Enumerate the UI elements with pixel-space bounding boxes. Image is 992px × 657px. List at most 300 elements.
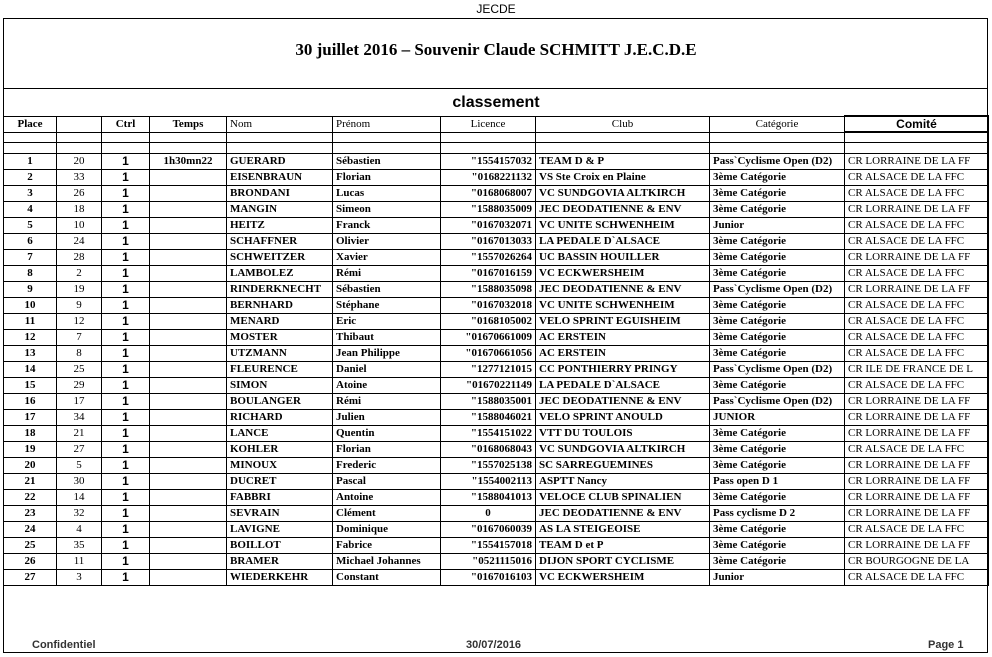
- committee-cell: CR ALSACE DE LA FFC: [845, 265, 989, 281]
- time-cell: [150, 505, 227, 521]
- footer-page-number: Page 1: [928, 639, 964, 651]
- last-name-cell: BRAMER: [227, 553, 333, 569]
- club-cell: VS Ste Croix en Plaine: [536, 169, 710, 185]
- dossard-cell: 26: [57, 185, 102, 201]
- place-cell: 15: [4, 377, 57, 393]
- dossard-cell: 29: [57, 377, 102, 393]
- club-cell: TEAM D & P: [536, 153, 710, 169]
- category-cell: Pass cyclisme D 2: [710, 505, 845, 521]
- place-cell: 11: [4, 313, 57, 329]
- table-row: [4, 393, 989, 409]
- category-cell: Pass`Cyclisme Open (D2): [710, 281, 845, 297]
- committee-cell: CR ALSACE DE LA FFC: [845, 313, 989, 329]
- table-row: [4, 329, 989, 345]
- committee-cell: CR ALSACE DE LA FFC: [845, 377, 989, 393]
- table-row: [4, 185, 989, 201]
- category-cell: JUNIOR: [710, 409, 845, 425]
- club-cell: AS LA STEIGEOISE: [536, 521, 710, 537]
- last-name-cell: MENARD: [227, 313, 333, 329]
- ctrl-cell: 1: [102, 553, 150, 569]
- first-name-cell: Antoine: [333, 489, 441, 505]
- category-cell: Junior: [710, 569, 845, 585]
- category-cell: 3ème Catégorie: [710, 425, 845, 441]
- category-cell: 3ème Catégorie: [710, 457, 845, 473]
- club-cell: LA PEDALE D`ALSACE: [536, 233, 710, 249]
- first-name-cell: Eric: [333, 313, 441, 329]
- club-cell: DIJON SPORT CYCLISME: [536, 553, 710, 569]
- document-header-label: JECDE: [476, 2, 516, 16]
- club-cell: VC ECKWERSHEIM: [536, 569, 710, 585]
- col-header-place: Place: [4, 116, 57, 132]
- committee-cell: CR ALSACE DE LA FFC: [845, 329, 989, 345]
- place-cell: 3: [4, 185, 57, 201]
- first-name-cell: Simeon: [333, 201, 441, 217]
- place-cell: 25: [4, 537, 57, 553]
- last-name-cell: SEVRAIN: [227, 505, 333, 521]
- ctrl-cell: 1: [102, 537, 150, 553]
- place-cell: 6: [4, 233, 57, 249]
- dossard-cell: 34: [57, 409, 102, 425]
- time-cell: [150, 537, 227, 553]
- club-cell: VC SUNDGOVIA ALTKIRCH: [536, 441, 710, 457]
- dossard-cell: 25: [57, 361, 102, 377]
- committee-cell: CR LORRAINE DE LA FF: [845, 425, 989, 441]
- licence-cell: "1554151022: [441, 425, 536, 441]
- category-cell: 3ème Catégorie: [710, 377, 845, 393]
- committee-cell: CR ALSACE DE LA FFC: [845, 297, 989, 313]
- last-name-cell: FLEURENCE: [227, 361, 333, 377]
- time-cell: [150, 169, 227, 185]
- club-cell: VC UNITE SCHWENHEIM: [536, 217, 710, 233]
- table-header-row: [4, 116, 989, 132]
- category-cell: Pass open D 1: [710, 473, 845, 489]
- place-cell: 18: [4, 425, 57, 441]
- committee-cell: CR LORRAINE DE LA FF: [845, 473, 989, 489]
- first-name-cell: Frederic: [333, 457, 441, 473]
- place-cell: 22: [4, 489, 57, 505]
- last-name-cell: DUCRET: [227, 473, 333, 489]
- licence-cell: "0168105002: [441, 313, 536, 329]
- committee-cell: CR ALSACE DE LA FFC: [845, 441, 989, 457]
- ctrl-cell: 1: [102, 201, 150, 217]
- time-cell: [150, 569, 227, 585]
- licence-cell: "1588035009: [441, 201, 536, 217]
- time-cell: [150, 313, 227, 329]
- time-cell: [150, 425, 227, 441]
- category-cell: 3ème Catégorie: [710, 553, 845, 569]
- first-name-cell: Rémi: [333, 393, 441, 409]
- table-row: [4, 281, 989, 297]
- category-cell: 3ème Catégorie: [710, 489, 845, 505]
- spacer-row: [4, 132, 989, 142]
- club-cell: VC ECKWERSHEIM: [536, 265, 710, 281]
- licence-cell: "01670661056: [441, 345, 536, 361]
- dossard-cell: 11: [57, 553, 102, 569]
- table-row: [4, 409, 989, 425]
- first-name-cell: Sébastien: [333, 281, 441, 297]
- category-cell: 3ème Catégorie: [710, 233, 845, 249]
- committee-cell: CR LORRAINE DE LA FF: [845, 457, 989, 473]
- club-cell: AC ERSTEIN: [536, 345, 710, 361]
- last-name-cell: LANCE: [227, 425, 333, 441]
- title-divider: [3, 88, 988, 89]
- dossard-cell: 14: [57, 489, 102, 505]
- time-cell: [150, 393, 227, 409]
- category-cell: 3ème Catégorie: [710, 441, 845, 457]
- licence-cell: "1588035001: [441, 393, 536, 409]
- category-cell: 3ème Catégorie: [710, 201, 845, 217]
- col-header-licence: Licence: [441, 116, 536, 132]
- category-cell: 3ème Catégorie: [710, 521, 845, 537]
- ctrl-cell: 1: [102, 441, 150, 457]
- dossard-cell: 7: [57, 329, 102, 345]
- committee-cell: CR ALSACE DE LA FFC: [845, 169, 989, 185]
- licence-cell: "0167016103: [441, 569, 536, 585]
- last-name-cell: BRONDANI: [227, 185, 333, 201]
- time-cell: [150, 489, 227, 505]
- category-cell: 3ème Catégorie: [710, 297, 845, 313]
- licence-cell: "0167016159: [441, 265, 536, 281]
- last-name-cell: RICHARD: [227, 409, 333, 425]
- last-name-cell: BOULANGER: [227, 393, 333, 409]
- table-row: [4, 377, 989, 393]
- place-cell: 20: [4, 457, 57, 473]
- time-cell: 1h30mn22: [150, 153, 227, 169]
- table-row: [4, 265, 989, 281]
- table-row: [4, 553, 989, 569]
- last-name-cell: FABBRI: [227, 489, 333, 505]
- place-cell: 10: [4, 297, 57, 313]
- club-cell: VTT DU TOULOIS: [536, 425, 710, 441]
- time-cell: [150, 249, 227, 265]
- time-cell: [150, 201, 227, 217]
- time-cell: [150, 185, 227, 201]
- place-cell: 21: [4, 473, 57, 489]
- ctrl-cell: 1: [102, 505, 150, 521]
- section-title: classement: [452, 94, 540, 111]
- ctrl-cell: 1: [102, 249, 150, 265]
- licence-cell: "01670661009: [441, 329, 536, 345]
- committee-cell: CR LORRAINE DE LA FF: [845, 489, 989, 505]
- first-name-cell: Quentin: [333, 425, 441, 441]
- place-cell: 12: [4, 329, 57, 345]
- place-cell: 2: [4, 169, 57, 185]
- place-cell: 9: [4, 281, 57, 297]
- licence-cell: "0167013033: [441, 233, 536, 249]
- dossard-cell: 21: [57, 425, 102, 441]
- category-cell: Junior: [710, 217, 845, 233]
- first-name-cell: Florian: [333, 169, 441, 185]
- ctrl-cell: 1: [102, 313, 150, 329]
- place-cell: 14: [4, 361, 57, 377]
- time-cell: [150, 377, 227, 393]
- last-name-cell: SCHWEITZER: [227, 249, 333, 265]
- committee-cell: CR LORRAINE DE LA FF: [845, 393, 989, 409]
- club-cell: JEC DEODATIENNE & ENV: [536, 505, 710, 521]
- table-row: [4, 233, 989, 249]
- last-name-cell: BOILLOT: [227, 537, 333, 553]
- dossard-cell: 4: [57, 521, 102, 537]
- ctrl-cell: 1: [102, 393, 150, 409]
- last-name-cell: MINOUX: [227, 457, 333, 473]
- first-name-cell: Xavier: [333, 249, 441, 265]
- licence-cell: "1588046021: [441, 409, 536, 425]
- ctrl-cell: 1: [102, 217, 150, 233]
- dossard-cell: 24: [57, 233, 102, 249]
- club-cell: AC ERSTEIN: [536, 329, 710, 345]
- first-name-cell: Atoine: [333, 377, 441, 393]
- time-cell: [150, 457, 227, 473]
- category-cell: 3ème Catégorie: [710, 265, 845, 281]
- first-name-cell: Jean Philippe: [333, 345, 441, 361]
- licence-cell: "01670221149: [441, 377, 536, 393]
- first-name-cell: Lucas: [333, 185, 441, 201]
- club-cell: LA PEDALE D`ALSACE: [536, 377, 710, 393]
- committee-cell: CR LORRAINE DE LA FF: [845, 505, 989, 521]
- table-row: [4, 473, 989, 489]
- time-cell: [150, 297, 227, 313]
- time-cell: [150, 345, 227, 361]
- club-cell: VELOCE CLUB SPINALIEN: [536, 489, 710, 505]
- club-cell: VELO SPRINT EGUISHEIM: [536, 313, 710, 329]
- licence-cell: "0521115016: [441, 553, 536, 569]
- table-row: [4, 345, 989, 361]
- dossard-cell: 33: [57, 169, 102, 185]
- ctrl-cell: 1: [102, 297, 150, 313]
- club-cell: JEC DEODATIENNE & ENV: [536, 281, 710, 297]
- category-cell: 3ème Catégorie: [710, 169, 845, 185]
- ctrl-cell: 1: [102, 361, 150, 377]
- dossard-cell: 9: [57, 297, 102, 313]
- ctrl-cell: 1: [102, 169, 150, 185]
- place-cell: 1: [4, 153, 57, 169]
- time-cell: [150, 521, 227, 537]
- time-cell: [150, 473, 227, 489]
- last-name-cell: LAMBOLEZ: [227, 265, 333, 281]
- time-cell: [150, 281, 227, 297]
- first-name-cell: Olivier: [333, 233, 441, 249]
- table-row: [4, 361, 989, 377]
- committee-cell: CR LORRAINE DE LA FF: [845, 281, 989, 297]
- licence-cell: "1277121015: [441, 361, 536, 377]
- time-cell: [150, 441, 227, 457]
- committee-cell: CR ALSACE DE LA FFC: [845, 217, 989, 233]
- dossard-cell: 12: [57, 313, 102, 329]
- time-cell: [150, 361, 227, 377]
- club-cell: SC SARREGUEMINES: [536, 457, 710, 473]
- club-cell: JEC DEODATIENNE & ENV: [536, 201, 710, 217]
- committee-cell: CR ALSACE DE LA FFC: [845, 521, 989, 537]
- dossard-cell: 32: [57, 505, 102, 521]
- category-cell: Pass`Cyclisme Open (D2): [710, 361, 845, 377]
- licence-cell: "1554157018: [441, 537, 536, 553]
- club-cell: VELO SPRINT ANOULD: [536, 409, 710, 425]
- time-cell: [150, 329, 227, 345]
- ctrl-cell: 1: [102, 345, 150, 361]
- club-cell: VC SUNDGOVIA ALTKIRCH: [536, 185, 710, 201]
- table-row: [4, 441, 989, 457]
- ctrl-cell: 1: [102, 185, 150, 201]
- footer-date: 30/07/2016: [466, 639, 522, 651]
- table-row: [4, 425, 989, 441]
- place-cell: 13: [4, 345, 57, 361]
- licence-cell: "1554157032: [441, 153, 536, 169]
- place-cell: 7: [4, 249, 57, 265]
- ctrl-cell: 1: [102, 457, 150, 473]
- ctrl-cell: 1: [102, 569, 150, 585]
- licence-cell: "1588041013: [441, 489, 536, 505]
- place-cell: 19: [4, 441, 57, 457]
- committee-cell: CR ALSACE DE LA FFC: [845, 345, 989, 361]
- dossard-cell: 20: [57, 153, 102, 169]
- last-name-cell: SCHAFFNER: [227, 233, 333, 249]
- dossard-cell: 8: [57, 345, 102, 361]
- place-cell: 27: [4, 569, 57, 585]
- col-header-dossard: [57, 116, 102, 132]
- ctrl-cell: 1: [102, 409, 150, 425]
- first-name-cell: Stéphane: [333, 297, 441, 313]
- dossard-cell: 27: [57, 441, 102, 457]
- table-row: [4, 313, 989, 329]
- last-name-cell: UTZMANN: [227, 345, 333, 361]
- last-name-cell: EISENBRAUN: [227, 169, 333, 185]
- category-cell: 3ème Catégorie: [710, 329, 845, 345]
- last-name-cell: KOHLER: [227, 441, 333, 457]
- table-row: [4, 537, 989, 553]
- licence-cell: "0167032071: [441, 217, 536, 233]
- club-cell: ASPTT Nancy: [536, 473, 710, 489]
- first-name-cell: Julien: [333, 409, 441, 425]
- licence-cell: "0167060039: [441, 521, 536, 537]
- table-row: [4, 201, 989, 217]
- committee-cell: CR LORRAINE DE LA FF: [845, 249, 989, 265]
- ctrl-cell: 1: [102, 329, 150, 345]
- dossard-cell: 10: [57, 217, 102, 233]
- place-cell: 16: [4, 393, 57, 409]
- last-name-cell: RINDERKNECHT: [227, 281, 333, 297]
- ctrl-cell: 1: [102, 489, 150, 505]
- dossard-cell: 3: [57, 569, 102, 585]
- dossard-cell: 5: [57, 457, 102, 473]
- table-row: [4, 521, 989, 537]
- spacer-row: [4, 142, 989, 153]
- place-cell: 5: [4, 217, 57, 233]
- category-cell: 3ème Catégorie: [710, 537, 845, 553]
- committee-cell: CR ALSACE DE LA FFC: [845, 233, 989, 249]
- committee-cell: CR LORRAINE DE LA FF: [845, 409, 989, 425]
- first-name-cell: Rémi: [333, 265, 441, 281]
- last-name-cell: SIMON: [227, 377, 333, 393]
- first-name-cell: Thibaut: [333, 329, 441, 345]
- dossard-cell: 30: [57, 473, 102, 489]
- place-cell: 4: [4, 201, 57, 217]
- dossard-cell: 28: [57, 249, 102, 265]
- first-name-cell: Sébastien: [333, 153, 441, 169]
- ctrl-cell: 1: [102, 473, 150, 489]
- first-name-cell: Michael Johannes: [333, 553, 441, 569]
- last-name-cell: MOSTER: [227, 329, 333, 345]
- col-header-club: Club: [536, 116, 710, 132]
- category-cell: 3ème Catégorie: [710, 249, 845, 265]
- last-name-cell: MANGIN: [227, 201, 333, 217]
- table-row: [4, 505, 989, 521]
- col-header-comite: Comité: [845, 116, 989, 132]
- committee-cell: CR ILE DE FRANCE DE L: [845, 361, 989, 377]
- first-name-cell: Daniel: [333, 361, 441, 377]
- ctrl-cell: 1: [102, 425, 150, 441]
- committee-cell: CR LORRAINE DE LA FF: [845, 153, 989, 169]
- committee-cell: CR BOURGOGNE DE LA: [845, 553, 989, 569]
- club-cell: TEAM D et P: [536, 537, 710, 553]
- table-row: [4, 169, 989, 185]
- licence-cell: "1557025138: [441, 457, 536, 473]
- licence-cell: "0168068043: [441, 441, 536, 457]
- time-cell: [150, 265, 227, 281]
- place-cell: 24: [4, 521, 57, 537]
- table-row: [4, 569, 989, 585]
- committee-cell: CR LORRAINE DE LA FF: [845, 537, 989, 553]
- first-name-cell: Florian: [333, 441, 441, 457]
- col-header-categorie: Catégorie: [710, 116, 845, 132]
- first-name-cell: Constant: [333, 569, 441, 585]
- club-cell: CC PONTHIERRY PRINGY: [536, 361, 710, 377]
- col-header-temps: Temps: [150, 116, 227, 132]
- table-row: [4, 249, 989, 265]
- dossard-cell: 2: [57, 265, 102, 281]
- col-header-prenom: Prénom: [333, 116, 441, 132]
- table-row: [4, 153, 989, 169]
- licence-cell: 0: [441, 505, 536, 521]
- last-name-cell: GUERARD: [227, 153, 333, 169]
- dossard-cell: 19: [57, 281, 102, 297]
- first-name-cell: Franck: [333, 217, 441, 233]
- first-name-cell: Fabrice: [333, 537, 441, 553]
- time-cell: [150, 233, 227, 249]
- licence-cell: "0168221132: [441, 169, 536, 185]
- category-cell: 3ème Catégorie: [710, 313, 845, 329]
- licence-cell: "1557026264: [441, 249, 536, 265]
- licence-cell: "0167032018: [441, 297, 536, 313]
- ctrl-cell: 1: [102, 281, 150, 297]
- place-cell: 8: [4, 265, 57, 281]
- time-cell: [150, 409, 227, 425]
- committee-cell: CR LORRAINE DE LA FF: [845, 201, 989, 217]
- ctrl-cell: 1: [102, 233, 150, 249]
- place-cell: 17: [4, 409, 57, 425]
- committee-cell: CR ALSACE DE LA FFC: [845, 185, 989, 201]
- licence-cell: "0168068007: [441, 185, 536, 201]
- col-header-ctrl: Ctrl: [102, 116, 150, 132]
- table-row: [4, 297, 989, 313]
- ctrl-cell: 1: [102, 153, 150, 169]
- ctrl-cell: 1: [102, 265, 150, 281]
- ctrl-cell: 1: [102, 377, 150, 393]
- licence-cell: "1554002113: [441, 473, 536, 489]
- table-row: [4, 217, 989, 233]
- document-title: 30 juillet 2016 – Souvenir Claude SCHMITT J.E.C.D.E: [295, 40, 697, 59]
- first-name-cell: Clément: [333, 505, 441, 521]
- place-cell: 23: [4, 505, 57, 521]
- footer-confidential: Confidentiel: [32, 639, 96, 651]
- time-cell: [150, 553, 227, 569]
- dossard-cell: 18: [57, 201, 102, 217]
- last-name-cell: LAVIGNE: [227, 521, 333, 537]
- licence-cell: "1588035098: [441, 281, 536, 297]
- first-name-cell: Pascal: [333, 473, 441, 489]
- last-name-cell: WIEDERKEHR: [227, 569, 333, 585]
- category-cell: 3ème Catégorie: [710, 185, 845, 201]
- category-cell: Pass`Cyclisme Open (D2): [710, 153, 845, 169]
